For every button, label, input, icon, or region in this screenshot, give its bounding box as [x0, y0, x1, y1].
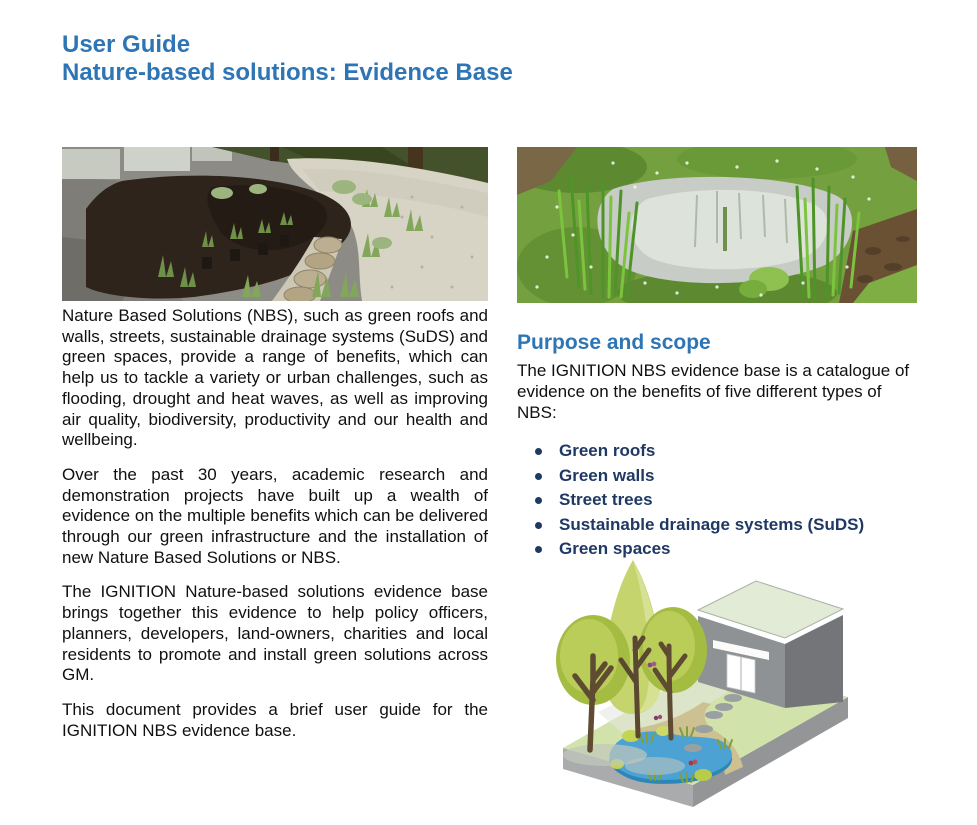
purpose-scope-heading: Purpose and scope	[517, 331, 711, 354]
page-title-line-2: Nature-based solutions: Evidence Base	[62, 59, 513, 86]
bullet-dot-icon	[535, 497, 542, 504]
page-title-line-1: User Guide	[62, 31, 191, 58]
body-paragraph-1: Nature Based Solutions (NBS), such as green roofs and walls, streets, sustainable drainage systems (SuDS) and green spaces, provide a range of benefits, which can help us to tackle a variety or urban challenges, such as flooding, drought and heat waves, as well as improving air quality, biodiversity, productivity and our health and wellbeing.	[62, 306, 488, 450]
nbs-list-item-green-roofs	[517, 439, 921, 464]
bullet-dot-icon	[535, 522, 542, 529]
body-paragraph-2: Over the past 30 years, academic research and demonstration projects have built up a wealth of evidence on the multiple benefits which can be delivered through our green infrastructure and the installation of new Nature Based Solutions or NBS.	[62, 464, 488, 567]
bullet-dot-icon	[535, 448, 542, 455]
green-infrastructure-illustration-art	[543, 552, 917, 824]
intro-text-column	[62, 306, 488, 755]
rain-garden-photo-art	[62, 147, 488, 301]
nbs-list-item-label: Green roofs	[559, 441, 656, 460]
nbs-list-item-green-walls	[517, 464, 921, 489]
nbs-list-item-label: Green spaces	[559, 539, 671, 558]
wetland-pond-photo	[517, 147, 917, 303]
body-paragraph-4: This document provides a brief user guide for the IGNITION NBS evidence base.	[62, 699, 488, 740]
nbs-list-item-label: Sustainable drainage systems (SuDS)	[559, 514, 865, 534]
wetland-pond-photo-art	[517, 147, 917, 303]
green-infrastructure-illustration	[543, 552, 917, 824]
page-title	[62, 31, 862, 87]
nbs-list-item-label: Green walls	[559, 465, 655, 485]
bullet-dot-icon	[535, 473, 542, 480]
nbs-type-list	[517, 439, 921, 562]
rain-garden-photo	[62, 147, 488, 301]
bullet-dot-icon	[535, 546, 542, 553]
nbs-list-item-suds	[517, 513, 921, 538]
purpose-scope-column	[517, 331, 921, 562]
nbs-list-item-street-trees	[517, 488, 921, 513]
purpose-scope-intro: The IGNITION NBS evidence base is a catalogue of evidence on the benefits of five different types of NBS:	[517, 361, 910, 422]
body-paragraph-3: The IGNITION Nature-based solutions evidence base brings together this evidence to help policy officers, planners, developers, land-owners, charities and local residents to promote and install green solutions across GM.	[62, 582, 488, 685]
nbs-list-item-label: Street trees	[559, 490, 653, 509]
